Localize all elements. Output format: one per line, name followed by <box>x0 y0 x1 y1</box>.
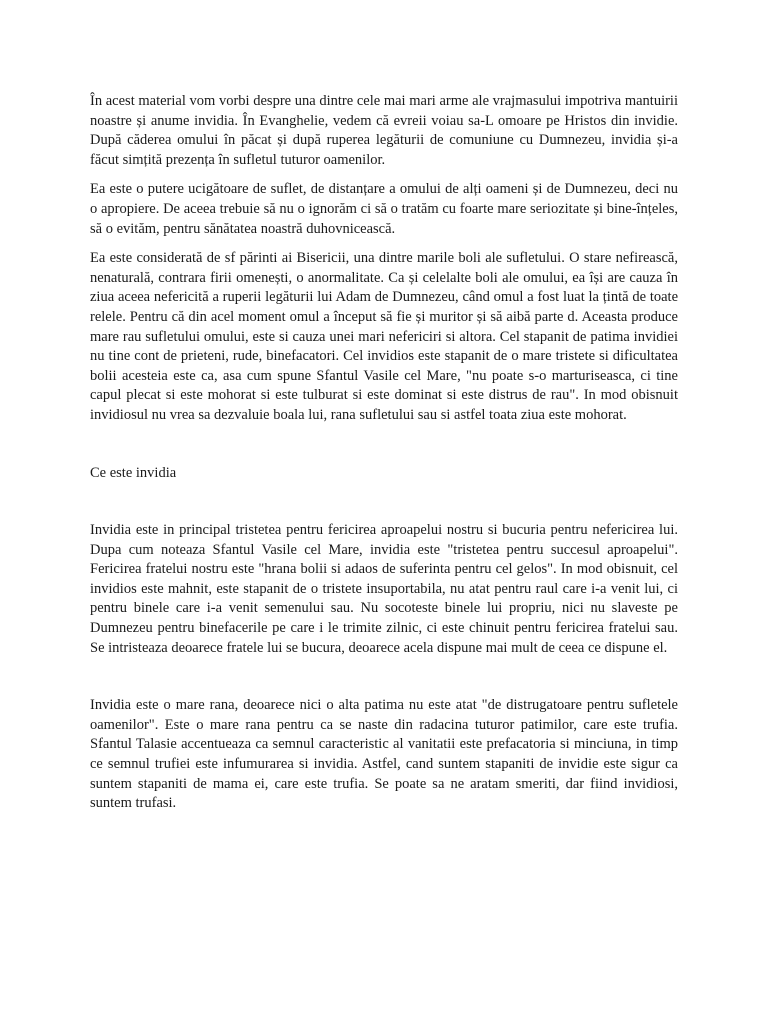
document-body <box>90 92 678 814</box>
paragraph-section-2: Invidia este o mare rana, deoarece nici o alta patima nu este atat "de distrugatoare pentru sufletele oamenilor". Este o mare rana pentru ca se naste din radacina tuturor patimilor, care este trufia. Sfantul Talasie accentueaza ca semnul caracteristic al vanitatii este prefacatoria si minciuna, in timp ce semnul trufiei este infumurarea si invidia. Astfel, cand suntem stapaniti de invidie este sigur ca suntem stapaniti de mama ei, care este trufia. Se poate sa ne aratam smeriti, dar fiind invidiosi, suntem trufasi. <box>90 697 678 812</box>
paragraph-intro-1: În acest material vom vorbi despre una dintre cele mai mari arme ale vrajmasului impotriva mantuirii noastre și anume invidia. În Evanghelie, vedem că evreii voiau sa-L omoare pe Hristos din invidie. După căderea omului în păcat și după ruperea legăturii de comuniune cu Dumnezeu, invidia și-a făcut simțită prezența în sufletul tuturor oamenilor. <box>90 93 678 168</box>
paragraph-section-1: Invidia este in principal tristetea pentru fericirea aproapelui nostru si bucuria pentru nefericirea lui. Dupa cum noteaza Sfantul Vasile cel Mare, invidia este "tristetea pentru succesul aproapelui". Fericirea fratelui nostru este "hrana bolii si adaos de suferinta pentru cel gelos". In mod obisnuit, cel invidios este mahnit, este stapanit de o tristete insuportabila, nu atat pentru raul care i-a venit lui, ci pentru binele care i-a venit semenului sau. Nu socoteste binele lui propriu, nici nu slaveste pe Dumnezeu pentru binefacerile pe care i le trimite zilnic, ci este chinuit pentru fericirea fratelui sau. Se intristeaza deoarece fratele lui se bucura, deoarece acela dispune mai mult de ceea ce dispune el. <box>90 522 678 656</box>
paragraph-intro-2: Ea este o putere ucigătoare de suflet, de distanțare a omului de alți oameni și de Dumnezeu, deci nu o apropiere. De aceea trebuie să nu o ignorăm ci să o tratăm cu foarte mare seriozitate și bine-înțeles, să o evităm, pentru sănătatea noastră duhovnicească. <box>90 181 678 237</box>
section-heading: Ce este invidia <box>90 464 177 481</box>
paragraph-intro-3: Ea este considerată de sf părinti ai Bisericii, una dintre marile boli ale sufletului. O stare nefirească, nenaturală, contrara firii omenești, o anormalitate. Ca și celelalte boli ale omului, ea își are cauza în ziua aceea nefericită a ruperii legăturii lui Adam de Dumnezeu, când omul a fost luat la țintă de toate relele. Pentru că din acel moment omul a început să fie și muritor și să aibă parte d. Aceasta produce mare rau sufletului omului, este si cauza unei mari nefericiri si altora. Cel stapanit de patima invidiei nu tine cont de prieteni, rude, binefacatori. Cel invidios este stapanit de o mare tristete si dificultatea bolii acesteia este ca, asa cum spune Sfantul Vasile cel Mare, "nu poate s-o marturiseasca, ci tine capul plecat si este mohorat si este tulburat si este dominat si este distrus de rau". In mod obisnuit invidiosul nu vrea sa dezvaluie boala lui, rana sufletului sau si astfel toata ziua este mohorat. <box>90 250 678 423</box>
